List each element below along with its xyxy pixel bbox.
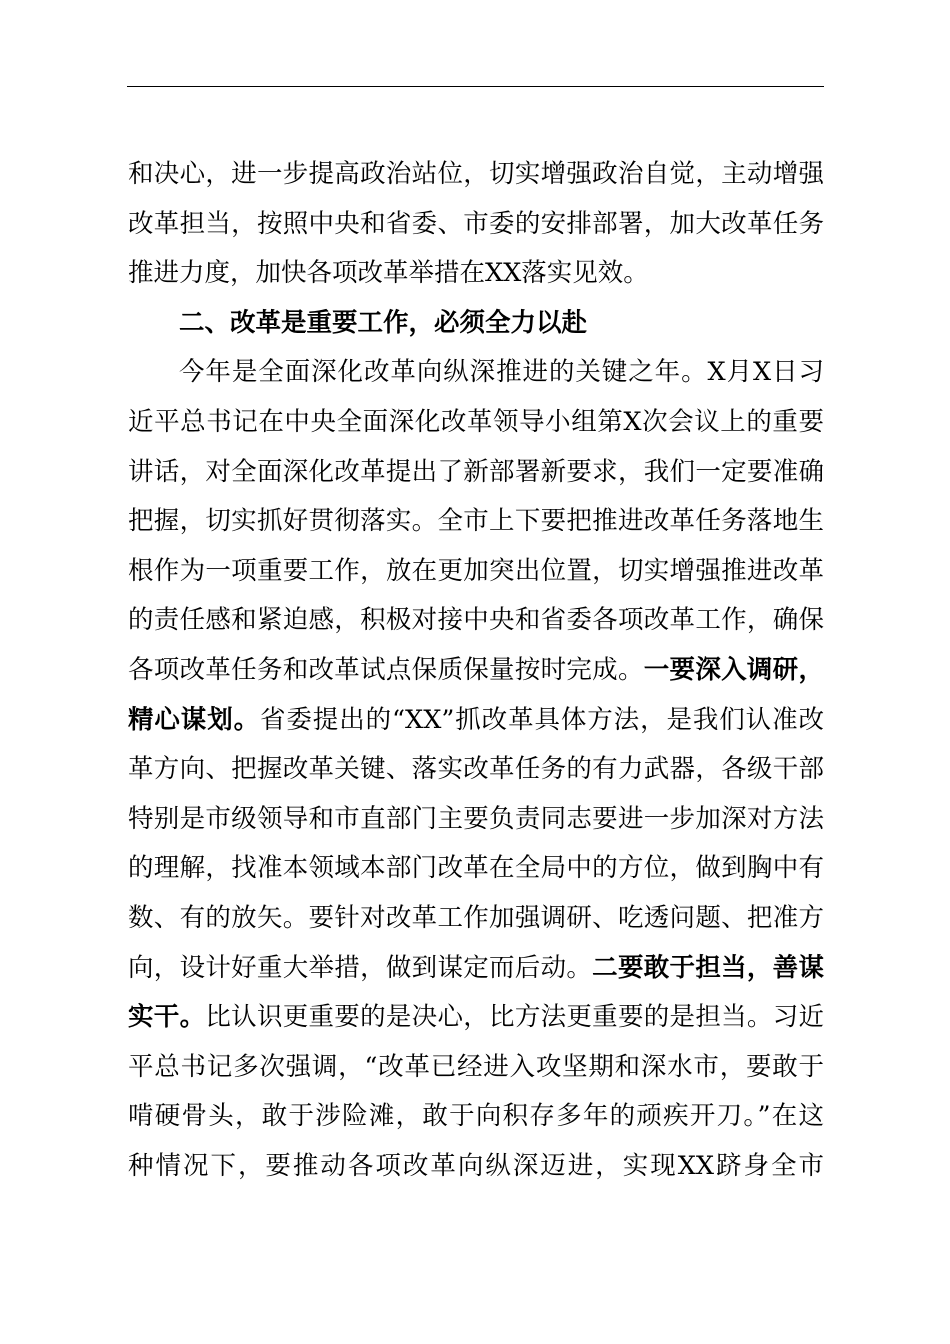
- bold-point-one: 一要深入调研，: [643, 654, 824, 685]
- body-line: [128, 944, 824, 994]
- body-line: 今年是全面深化改革向纵深推进的关键之年。X月X日习: [179, 357, 824, 388]
- body-line: 把握，切实抓好贯彻落实。全市上下要把推进改革任务落地生: [128, 506, 824, 537]
- body-line: 推进力度，加快各项改革举措在XX落实见效。: [128, 258, 649, 289]
- body-line: 改革担当，按照中央和省委、市委的安排部署，加大改革任务: [128, 208, 824, 239]
- body-text: 省委提出的“XX”抓改革具体方法，是我们认准改: [260, 704, 824, 735]
- bold-point-one-cont: 精心谋划。: [128, 704, 260, 735]
- body-text: 比认识更重要的是决心，比方法更重要的是担当。习近: [205, 1002, 824, 1033]
- document-body: [128, 150, 824, 1191]
- body-line: 讲话，对全面深化改革提出了新部署新要求，我们一定要准确: [128, 456, 824, 487]
- body-line: 的责任感和紧迫感，积极对接中央和省委各项改革工作，确保: [128, 605, 824, 636]
- body-line: [128, 696, 824, 746]
- body-line: 数、有的放矢。要针对改革工作加强调研、吃透问题、把准方: [128, 902, 824, 933]
- header-rule: [127, 86, 824, 87]
- body-line: 特别是市级领导和市直部门主要负责同志要进一步加深对方法: [128, 803, 824, 834]
- body-line: 近平总书记在中央全面深化改革领导小组第X次会议上的重要: [128, 406, 824, 437]
- body-text: 各项改革任务和改革试点保质保量按时完成。: [128, 654, 644, 685]
- body-line: 革方向、把握改革关键、落实改革任务的有力武器，各级干部: [128, 754, 824, 785]
- bold-point-two: 二要敢于担当，善谋: [592, 952, 824, 983]
- section-heading: 二、改革是重要工作，必须全力以赴: [179, 307, 588, 338]
- body-line: 根作为一项重要工作，放在更加突出位置，切实增强推进改革: [128, 555, 824, 586]
- body-line: 的理解，找准本领域本部门改革在全局中的方位，做到胸中有: [128, 853, 824, 884]
- body-line: 平总书记多次强调，“改革已经进入攻坚期和深水市，要敢于: [128, 1051, 824, 1082]
- body-line: 种情况下，要推动各项改革向纵深迈进，实现XX跻身全市: [128, 1150, 824, 1181]
- body-line: 和决心，进一步提高政治站位，切实增强政治自觉，主动增强: [128, 159, 824, 189]
- body-text: 向，设计好重大举措，做到谋定而后动。: [128, 952, 593, 983]
- body-line: 啃硬骨头，敢于涉险滩，敢于向积存多年的顽疾开刀。”在这: [128, 1101, 824, 1132]
- body-line: [128, 646, 824, 696]
- body-line: [128, 993, 824, 1043]
- bold-point-two-cont: 实干。: [128, 1002, 206, 1033]
